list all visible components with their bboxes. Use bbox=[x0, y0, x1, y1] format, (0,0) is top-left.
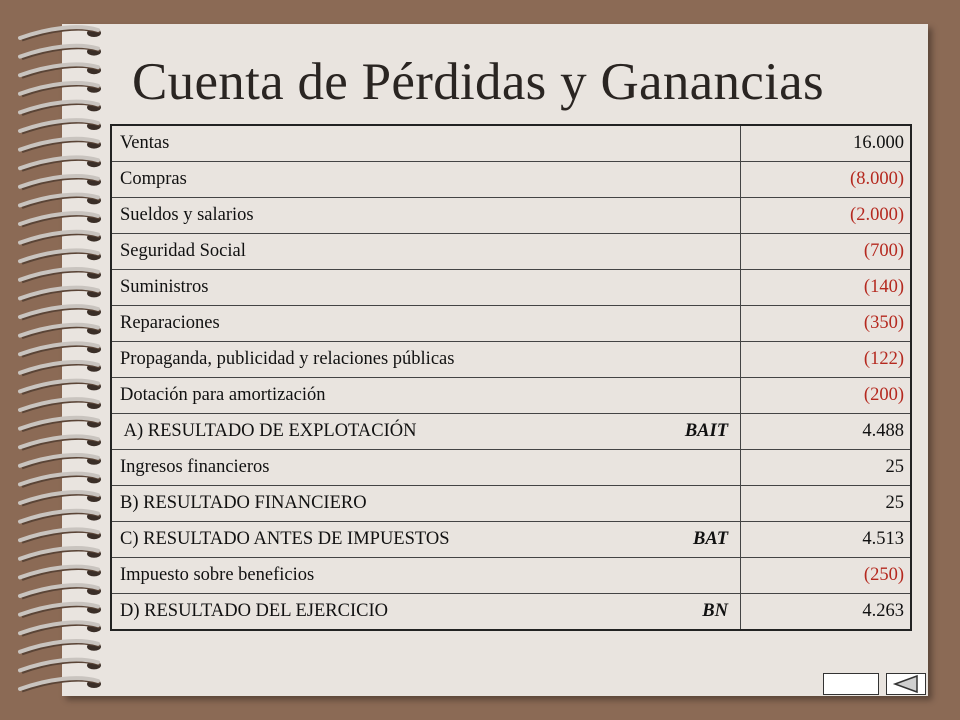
row-label: C) RESULTADO ANTES DE IMPUESTOS bbox=[120, 529, 450, 549]
table-row bbox=[111, 234, 911, 270]
row-label-cell bbox=[111, 162, 741, 198]
ring-icon bbox=[20, 102, 101, 115]
row-label: A) RESULTADO DE EXPLOTACIÓN bbox=[120, 421, 417, 441]
row-label: Suministros bbox=[120, 277, 209, 297]
ring-icon bbox=[20, 250, 101, 263]
ring-icon bbox=[20, 604, 101, 617]
row-label: Sueldos y salarios bbox=[120, 205, 254, 225]
row-label-cell bbox=[111, 558, 741, 594]
row-label: Propaganda, publicidad y relaciones públicas bbox=[120, 349, 455, 369]
ring-icon bbox=[20, 232, 101, 245]
row-value: (2.000) bbox=[741, 198, 912, 234]
row-label: Ventas bbox=[120, 133, 170, 153]
row-abbreviation: BN bbox=[702, 601, 728, 621]
ring-icon bbox=[20, 157, 101, 170]
row-value: (200) bbox=[741, 378, 912, 414]
row-label: Ingresos financieros bbox=[120, 457, 270, 477]
row-abbreviation: BAIT bbox=[684, 421, 728, 441]
row-value: 4.513 bbox=[741, 522, 912, 558]
row-value: (122) bbox=[741, 342, 912, 378]
row-value: (140) bbox=[741, 270, 912, 306]
ring-icon bbox=[20, 306, 101, 319]
ring-icon bbox=[20, 418, 101, 431]
ring-icon bbox=[20, 585, 101, 598]
profit-loss-table bbox=[110, 124, 912, 631]
ring-icon bbox=[20, 436, 101, 449]
ring-icon bbox=[20, 381, 101, 394]
ring-icon bbox=[20, 455, 101, 468]
table-row bbox=[111, 558, 911, 594]
row-label: Dotación para amortización bbox=[120, 385, 326, 405]
ring-icon bbox=[20, 343, 101, 356]
table-row bbox=[111, 414, 911, 450]
row-label-cell bbox=[111, 342, 741, 378]
row-label-cell bbox=[111, 450, 741, 486]
table-row bbox=[111, 198, 911, 234]
row-value: 4.488 bbox=[741, 414, 912, 450]
ring-icon bbox=[20, 195, 101, 208]
row-abbreviation: BAT bbox=[693, 529, 728, 549]
ring-icon bbox=[20, 529, 101, 542]
row-value: 25 bbox=[741, 450, 912, 486]
ring-icon bbox=[20, 139, 101, 152]
ring-icon bbox=[20, 511, 101, 524]
ring-icon bbox=[20, 492, 101, 505]
row-value: (250) bbox=[741, 558, 912, 594]
row-value: 4.263 bbox=[741, 594, 912, 631]
row-label-cell bbox=[111, 306, 741, 342]
back-nav-button[interactable] bbox=[886, 673, 926, 695]
row-label: Seguridad Social bbox=[120, 241, 246, 261]
ring-icon bbox=[20, 548, 101, 561]
ring-icon bbox=[20, 399, 101, 412]
ring-icon bbox=[20, 176, 101, 189]
ring-icon bbox=[20, 83, 101, 96]
table-row bbox=[111, 450, 911, 486]
ring-icon bbox=[20, 325, 101, 338]
row-label: B) RESULTADO FINANCIERO bbox=[120, 493, 367, 513]
row-label-cell bbox=[111, 125, 741, 162]
row-label-cell bbox=[111, 378, 741, 414]
table-row bbox=[111, 486, 911, 522]
table-row bbox=[111, 342, 911, 378]
triangle-left-icon bbox=[887, 674, 925, 694]
row-label-cell bbox=[111, 486, 741, 522]
row-label: Impuesto sobre beneficios bbox=[120, 565, 315, 585]
row-label-cell bbox=[111, 234, 741, 270]
row-label-cell bbox=[111, 594, 741, 631]
ring-icon bbox=[20, 474, 101, 487]
table-row bbox=[111, 270, 911, 306]
row-label: Compras bbox=[120, 169, 187, 189]
row-label-cell bbox=[111, 198, 741, 234]
table-row bbox=[111, 306, 911, 342]
ring-icon bbox=[20, 362, 101, 375]
table-row bbox=[111, 125, 911, 162]
row-label: Reparaciones bbox=[120, 313, 220, 333]
ring-icon bbox=[20, 678, 101, 691]
ring-icon bbox=[20, 269, 101, 282]
row-label-cell bbox=[111, 522, 741, 558]
row-value: (8.000) bbox=[741, 162, 912, 198]
ring-icon bbox=[20, 288, 101, 301]
ring-icon bbox=[20, 27, 101, 40]
ring-icon bbox=[20, 64, 101, 77]
table-row bbox=[111, 378, 911, 414]
table-row bbox=[111, 594, 911, 631]
row-value: (350) bbox=[741, 306, 912, 342]
ring-icon bbox=[20, 213, 101, 226]
blank-nav-button[interactable] bbox=[823, 673, 879, 695]
ring-icon bbox=[20, 567, 101, 580]
table-row bbox=[111, 162, 911, 198]
ring-icon bbox=[20, 622, 101, 635]
row-value: 25 bbox=[741, 486, 912, 522]
ring-icon bbox=[20, 46, 101, 59]
row-label-cell bbox=[111, 270, 741, 306]
row-value: 16.000 bbox=[741, 125, 912, 162]
ring-icon bbox=[20, 120, 101, 133]
page-title: Cuenta de Pérdidas y Ganancias bbox=[132, 53, 824, 111]
spiral-binding-icon bbox=[0, 0, 120, 720]
ring-icon bbox=[20, 641, 101, 654]
table-row bbox=[111, 522, 911, 558]
ring-icon bbox=[20, 660, 101, 673]
row-label: D) RESULTADO DEL EJERCICIO bbox=[120, 601, 388, 621]
row-label-cell bbox=[111, 414, 741, 450]
row-value: (700) bbox=[741, 234, 912, 270]
